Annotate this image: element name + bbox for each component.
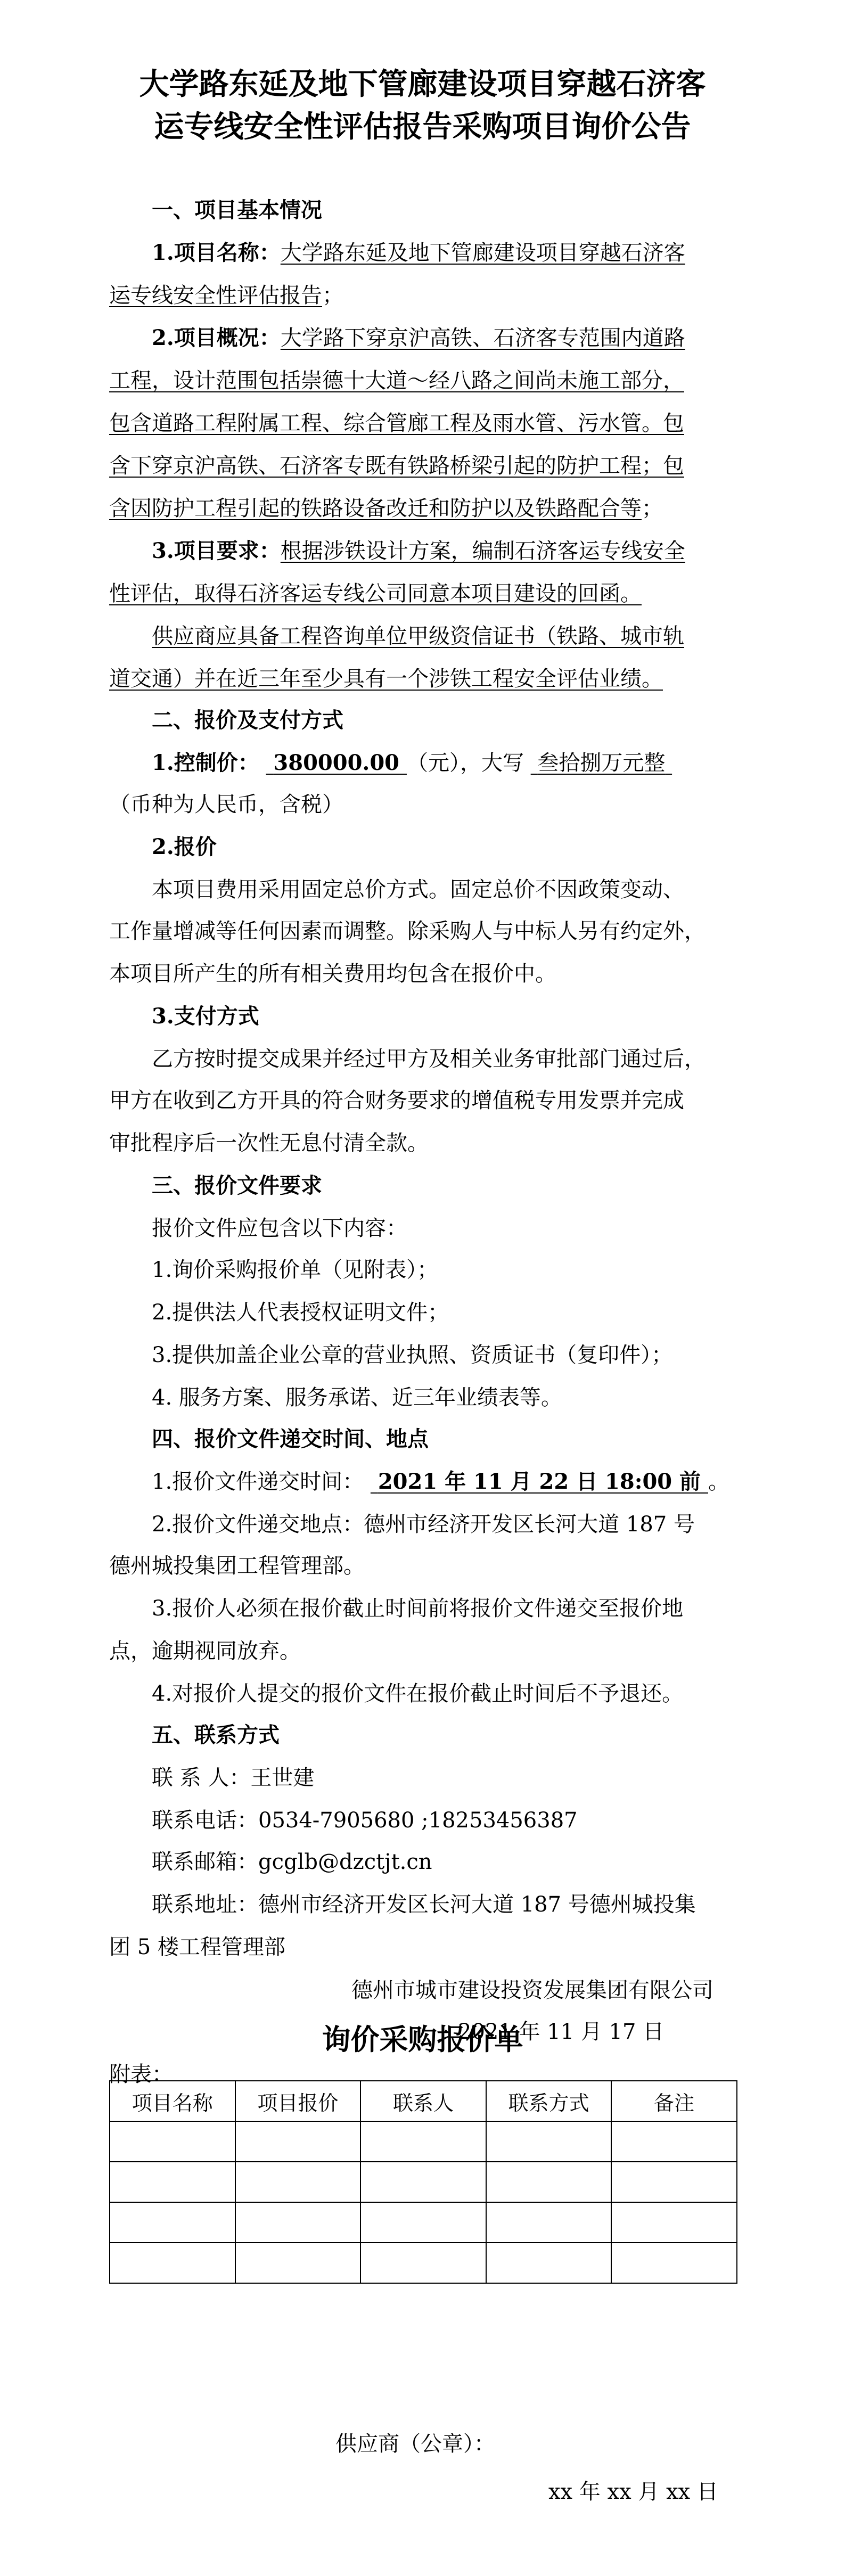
issue-date: 2021 年 11 月 17 日	[458, 2020, 664, 2044]
document-item: 4. 服务方案、服务承诺、近三年业绩表等。	[152, 1385, 562, 1410]
table-cell	[611, 2162, 737, 2202]
payment-text-2: 甲方在收到乙方开具的符合财务要求的增值税专用发票并完成	[109, 1088, 684, 1113]
table-cell	[110, 2202, 235, 2243]
column-header: 联系人	[360, 2081, 486, 2121]
section-1-heading: 一、项目基本情况	[152, 198, 322, 223]
section-3-heading: 三、报价文件要求	[152, 1173, 322, 1198]
document-item: 3.提供加盖企业公章的营业执照、资质证书（复印件）；	[152, 1343, 673, 1367]
project-overview-text-3: 包含道路工程附属工程、综合管廊工程及雨水管、污水管。包	[109, 411, 684, 436]
table-cell	[611, 2243, 737, 2283]
project-overview-text: 大学路下穿京沪高铁、石济客专范围内道路	[280, 326, 685, 350]
control-price-capital-text: 叁拾捌万元整	[537, 751, 666, 775]
table-cell	[486, 2162, 612, 2202]
document-item: 1.询价采购报价单（见附表）；	[152, 1258, 439, 1282]
submission-place-text-2: 德州城投集团工程管理部。	[109, 1554, 365, 1578]
project-overview-text-2: 工程，设计范围包括崇德十大道～经八路之间尚未施工部分，	[109, 368, 684, 393]
supplier-seal-label: 供应商（公章）：	[335, 2432, 495, 2456]
quote-text-1: 本项目费用采用固定总价方式。固定总价不因政策变动、	[152, 877, 684, 902]
table-cell	[611, 2202, 737, 2243]
table-row	[110, 2243, 737, 2283]
section-4-heading: 四、报价文件递交时间、地点	[152, 1426, 429, 1451]
contact-address: 联系地址：德州市经济开发区长河大道 187 号德州城投集	[152, 1892, 696, 1917]
table-cell	[486, 2202, 612, 2243]
table-cell	[360, 2243, 486, 2283]
table-cell	[235, 2162, 361, 2202]
attachment-label: 附表：	[109, 2062, 173, 2087]
project-name-value: 大学路东延及地下管廊建设项目穿越石济客	[280, 241, 685, 265]
punct: 。	[708, 1470, 729, 1494]
contact-person: 联 系 人：王世建	[152, 1766, 315, 1790]
quote-text-2: 工作量增减等任何因素而调整。除采购人与中标人另有约定外，	[109, 919, 705, 944]
submission-time-text: 2021 年 11 月 22 日 18:00 前	[378, 1469, 701, 1494]
contact-email: 联系邮箱：gcglb@dzctjt.cn	[152, 1850, 432, 1874]
document-item: 2.提供法人代表授权证明文件；	[152, 1300, 449, 1325]
control-price-number: 380000.00	[273, 750, 400, 775]
project-overview-label: 2.项目概况：	[152, 325, 281, 350]
payment-heading: 3.支付方式	[152, 1004, 259, 1029]
quote-text-3: 本项目所产生的所有相关费用均包含在报价中。	[109, 962, 556, 986]
project-requirement-text-2: 性评估，取得石济客运专线公司同意本项目建设的回函。	[109, 581, 642, 606]
control-price-label: 1.控制价：	[152, 750, 259, 775]
control-price-unit: （元），大写	[406, 751, 524, 775]
column-header: 备注	[611, 2081, 737, 2121]
table-cell	[235, 2121, 361, 2162]
table-cell	[360, 2202, 486, 2243]
project-name-line	[152, 234, 780, 272]
project-name-value-cont: 运专线安全性评估报告	[109, 283, 322, 308]
page-title-line-1: 大学路东延及地下管廊建设项目穿越石济客	[139, 67, 706, 102]
quote-heading: 2.报价	[152, 834, 217, 859]
supplier-qualification-text-2: 道交通）并在近三年至少具有一个涉铁工程安全评估业绩。	[109, 667, 663, 691]
table-row	[110, 2121, 737, 2162]
table-cell	[235, 2243, 361, 2283]
project-requirement-line	[152, 532, 780, 570]
table-row	[110, 2202, 737, 2243]
table-cell	[110, 2243, 235, 2283]
contact-address-2: 团 5 楼工程管理部	[109, 1935, 285, 1959]
submission-time-value	[371, 1469, 708, 1494]
table-cell	[110, 2121, 235, 2162]
control-price-capital	[531, 751, 672, 775]
table-cell	[235, 2202, 361, 2243]
deadline-rule-text-2: 点，逾期视同放弃。	[109, 1639, 301, 1663]
table-row	[110, 2162, 737, 2202]
column-header: 项目名称	[110, 2081, 235, 2121]
blank-date: xx 年 xx 月 xx 日	[548, 2480, 718, 2504]
form-title: 询价采购报价单	[322, 2022, 523, 2056]
project-requirement-text: 根据涉铁设计方案，编制石济客运专线安全	[280, 539, 685, 563]
page-title-line-2: 运专线安全性评估报告采购项目询价公告	[154, 109, 691, 144]
project-name-label: 1.项目名称：	[152, 240, 281, 265]
section-2-heading: 二、报价及支付方式	[152, 708, 343, 733]
project-requirement-label: 3.项目要求：	[152, 538, 281, 563]
project-overview-text-4: 含下穿京沪高铁、石济客专既有铁路桥梁引起的防护工程；包	[109, 454, 684, 478]
currency-note: （币种为人民币，含税）	[109, 792, 343, 817]
supplier-qualification-text: 供应商应具备工程咨询单位甲级资信证书（铁路、城市轨	[152, 624, 684, 649]
table-cell	[486, 2121, 612, 2162]
no-return-rule-text: 4.对报价人提交的报价文件在报价截止时间后不予退还。	[152, 1681, 684, 1706]
documents-intro: 报价文件应包含以下内容：	[152, 1216, 407, 1241]
contact-phone: 联系电话：0534-7905680 ;18253456387	[152, 1808, 578, 1833]
control-price-line	[152, 744, 780, 782]
table-cell	[110, 2162, 235, 2202]
punct: ；	[642, 496, 663, 521]
project-overview-line	[152, 319, 780, 357]
issuer-company: 德州市城市建设投资发展集团有限公司	[351, 1978, 713, 2003]
project-overview-text-5: 含因防护工程引起的铁路设备改迁和防护以及铁路配合等	[109, 496, 642, 521]
quote-table-header	[110, 2081, 737, 2121]
column-header: 联系方式	[486, 2081, 612, 2121]
submission-time-label: 1.报价文件递交时间：	[152, 1470, 364, 1494]
control-price-value	[266, 750, 406, 775]
payment-text-3: 审批程序后一次性无息付清全款。	[109, 1131, 429, 1155]
quote-table	[109, 2080, 737, 2284]
punct: ；	[322, 283, 343, 308]
project-overview-line-5	[109, 490, 737, 527]
deadline-rule-text: 3.报价人必须在报价截止时间前将报价文件递交至报价地	[152, 1596, 684, 1621]
table-cell	[486, 2243, 612, 2283]
table-cell	[611, 2121, 737, 2162]
project-name-line-2	[109, 277, 737, 314]
table-cell	[360, 2121, 486, 2162]
payment-text-1: 乙方按时提交成果并经过甲方及相关业务审批部门通过后，	[152, 1047, 705, 1071]
submission-time-line	[152, 1463, 780, 1500]
column-header: 项目报价	[235, 2081, 361, 2121]
section-5-heading: 五、联系方式	[152, 1722, 280, 1748]
table-cell	[360, 2162, 486, 2202]
submission-place-text: 2.报价文件递交地点：德州市经济开发区长河大道 187 号	[152, 1512, 695, 1537]
